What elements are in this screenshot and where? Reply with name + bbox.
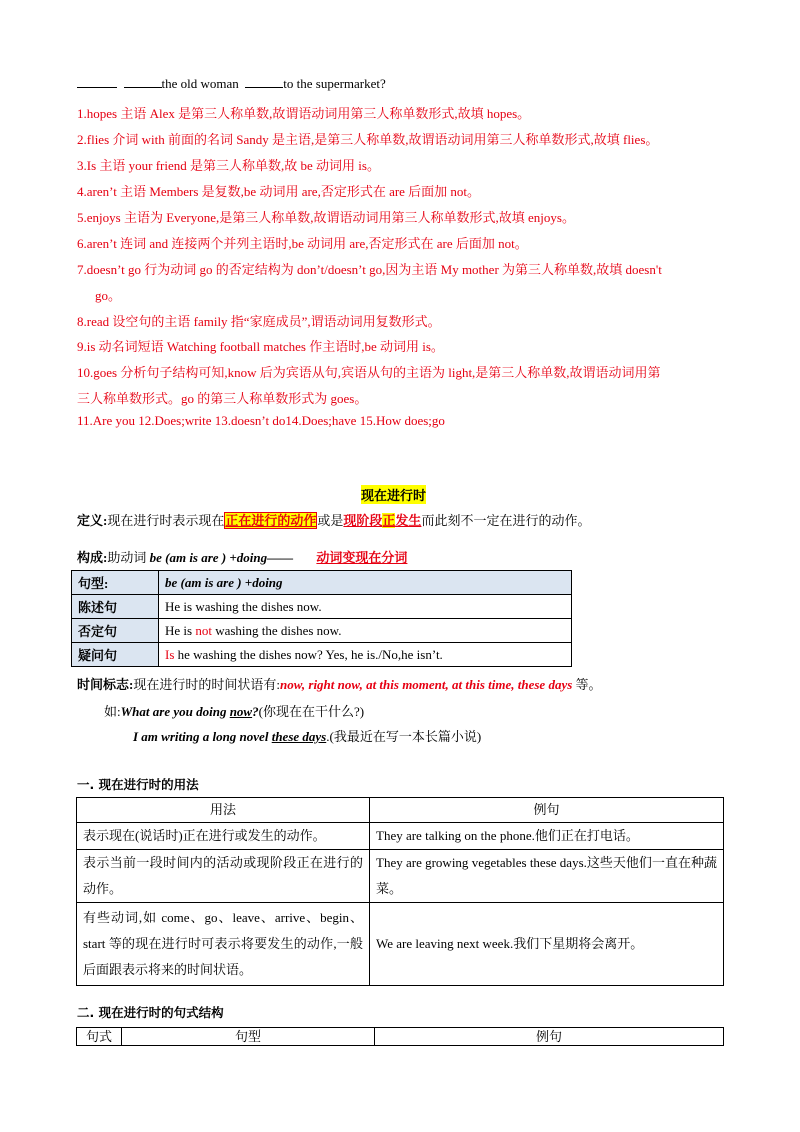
structure-title: 二. 现在进行时的句式结构	[77, 1005, 224, 1020]
form-value	[159, 643, 572, 667]
form-value-post: he washing the dishes now? Yes, he is./No,he isn’t.	[174, 646, 443, 662]
blank-1	[77, 76, 117, 88]
example-2	[133, 726, 481, 745]
blank-2	[124, 76, 162, 88]
answer-3: 3.Is 主语 your friend 是第三人称单数,故 be 动词用 is。	[77, 158, 380, 173]
definition-hl2: 现阶段	[343, 513, 383, 528]
definition-post: 而此刻不一定在进行的动作。	[421, 513, 591, 528]
form-row	[72, 571, 572, 595]
example-2-cn: .(我最近在写一本长篇小说)	[326, 729, 482, 744]
answer-6: 6.aren’t 连词 and 连接两个并列主语时,be 动词用 are,否定形式在 are 后面加 not。	[77, 236, 528, 251]
form-row	[72, 619, 572, 643]
form-key: 否定句	[72, 619, 159, 643]
usage-row	[77, 823, 724, 850]
example-1-cn: (你现在在干什么?)	[258, 704, 365, 719]
usage-cell: 有些动词,如 come、go、leave、arrive、begin、start 等的现在进行时可表示将要发生的动作,一般后面跟表示将来的时间状语。	[77, 903, 370, 986]
usage-header: 例句	[370, 798, 724, 823]
form-value	[159, 619, 572, 643]
section-title: 现在进行时	[361, 485, 426, 504]
usage-cell: 表示当前一段时间内的活动或现阶段正在进行的动作。	[77, 850, 370, 903]
usage-title: 一. 现在进行时的用法	[77, 777, 199, 792]
definition-label: 定义:	[77, 513, 108, 528]
structure-header: 句式	[77, 1028, 122, 1046]
form-value-red: not	[195, 622, 212, 638]
form-value-post: washing the dishes now.	[211, 622, 342, 638]
question-line	[77, 76, 386, 92]
example-2-en: I am writing a long novel	[133, 729, 272, 744]
form-key: 句型:	[72, 571, 159, 595]
definition-hl3: 正	[382, 513, 396, 528]
time-markers-tail: 等。	[572, 677, 602, 692]
blank-3	[245, 76, 283, 88]
time-markers-text: 现在进行时的时间状语有:	[133, 677, 280, 692]
definition-hl1: 正在进行的动作	[225, 513, 317, 528]
form-table	[71, 570, 572, 667]
structure-header-row	[77, 1028, 724, 1046]
definition-hl4: 发生	[395, 513, 422, 528]
form-value: be (am is are ) +doing	[159, 571, 572, 595]
definition-mid: 或是	[317, 513, 344, 528]
usage-header: 用法	[77, 798, 370, 823]
composition-label: 构成:	[77, 550, 108, 565]
form-value: He is washing the dishes now.	[159, 595, 572, 619]
answer-11-15: 11.Are you 12.Does;write 13.doesn’t do14.Does;have 15.How does;go	[77, 413, 445, 428]
answer-8: 8.read 设空句的主语 family 指“家庭成员”,谓语动词用复数形式。	[77, 314, 441, 329]
answer-4: 4.aren’t 主语 Members 是复数,be 动词用 are,否定形式在 are 后面加 not。	[77, 184, 481, 199]
form-value-red: Is	[165, 646, 175, 662]
example-1	[104, 701, 364, 720]
answer-7-cont: go。	[95, 288, 122, 303]
answer-7: 7.doesn’t go 行为动词 go 的否定结构为 don’t/doesn’t go,因为主语 My mother 为第三人称单数,故填 doesn't	[77, 262, 662, 277]
question-text-1: the old woman	[161, 76, 239, 91]
time-markers-label: 时间标志:	[77, 677, 134, 692]
example-1-ul: now	[229, 704, 253, 719]
composition-note: 动词变现在分词	[316, 550, 408, 565]
example-1-en: What are you doing	[120, 704, 230, 719]
composition-formula: be (am is are ) +doing——	[149, 550, 294, 565]
usage-example: They are talking on the phone.他们正在打电话。	[370, 823, 724, 850]
composition-text: 助动词	[107, 550, 150, 565]
structure-table	[76, 1027, 724, 1046]
answer-9: 9.is 动名词短语 Watching football matches 作主语时,be 动词用 is。	[77, 339, 444, 354]
form-value-pre: He is	[165, 622, 196, 638]
form-row	[72, 595, 572, 619]
answer-10: 10.goes 分析句子结构可知,know 后为宾语从句,宾语从句的主语为 light,是第三人称单数,故谓语动词用第	[77, 365, 661, 380]
structure-header: 例句	[375, 1028, 724, 1046]
example-label: 如:	[104, 704, 121, 719]
form-key: 陈述句	[72, 595, 159, 619]
usage-table	[76, 797, 724, 986]
definition-pre: 现在进行时表示现在	[107, 513, 225, 528]
usage-example: They are growing vegetables these days.这些天他们一直在种蔬菜。	[370, 850, 724, 903]
answer-5: 5.enjoys 主语为 Everyone,是第三人称单数,故谓语动词用第三人称单数形式,故填 enjoys。	[77, 210, 575, 225]
usage-row	[77, 850, 724, 903]
composition	[77, 547, 407, 566]
example-1-q: ?	[252, 704, 259, 719]
form-key: 疑问句	[72, 643, 159, 667]
answer-1: 1.hopes 主语 Alex 是第三人称单数,故谓语动词用第三人称单数形式,故填 hopes。	[77, 106, 531, 121]
form-row	[72, 643, 572, 667]
question-text-2: to the supermarket?	[283, 76, 386, 91]
answer-2: 2.flies 介词 with 前面的名词 Sandy 是主语,是第三人称单数,故谓语动词用第三人称单数形式,故填 flies。	[77, 132, 659, 147]
example-2-ul: these days	[271, 729, 327, 744]
time-markers	[77, 674, 602, 693]
usage-example: We are leaving next week.我们下星期将会离开。	[370, 903, 724, 986]
usage-cell: 表示现在(说话时)正在进行或发生的动作。	[77, 823, 370, 850]
time-markers-list: now, right now, at this moment, at this time, these days	[279, 677, 573, 692]
answer-10-cont: 三人称单数形式。go 的第三人称单数形式为 goes。	[77, 391, 368, 406]
structure-header: 句型	[122, 1028, 375, 1046]
definition	[77, 510, 590, 529]
usage-row	[77, 903, 724, 986]
usage-header-row	[77, 798, 724, 823]
